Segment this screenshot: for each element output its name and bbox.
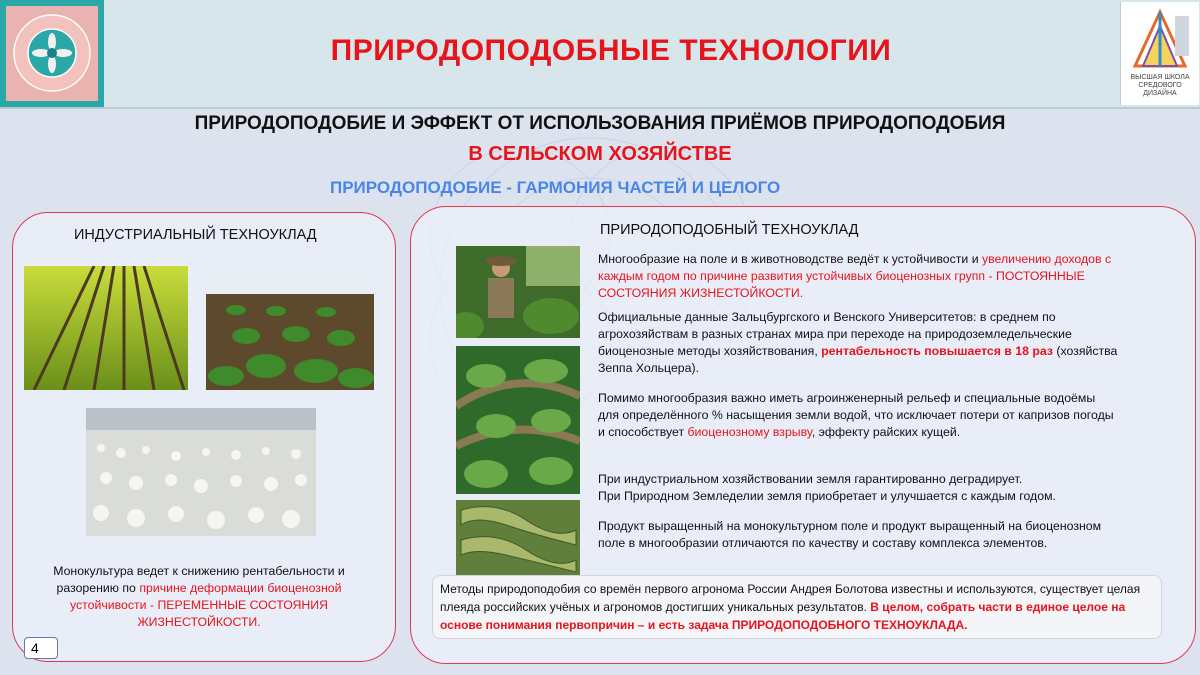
- monoculture-field-photo-1: [24, 266, 188, 390]
- paragraph-product-quality: Продукт выращенный на монокультурном поле и продукт выращенный на биоценозном поле в многообразии отличаются по качеству и составу комплекса элементов.: [598, 519, 1102, 550]
- school-logo-text: ВЫСШАЯ ШКОЛА СРЕДОВОГО ДИЗАЙНА: [1130, 74, 1190, 97]
- heading-line1: ПРИРОДОПОДОБИЕ И ЭФФЕКТ ОТ ИСПОЛЬЗОВАНИЯ ПРИЁМОВ ПРИРОДОПОДОБИЯ: [194, 113, 1006, 134]
- logo-right: [1120, 2, 1199, 105]
- nature-like-panel-title: ПРИРОДОПОДОБНЫЙ ТЕХНОУКЛАД: [600, 222, 859, 238]
- industrial-panel-title: ИНДУСТРИАЛЬНЫЙ ТЕХНОУКЛАД: [74, 227, 317, 243]
- degradation-line-2: При Природном Земледелии земля приобретает и улучшается с каждым годом.: [598, 489, 1056, 503]
- mandala-icon: [6, 6, 98, 101]
- paragraph-diversity-text: Многообразие на поле и в животноводстве ведёт к устойчивости и: [598, 252, 982, 266]
- poultry-farm-photo: [86, 408, 316, 536]
- industrial-caption: [24, 563, 374, 631]
- paragraph-degradation: [598, 471, 1138, 505]
- paragraph-official-data-tail: (хозяйства Зеппа Хольцера).: [598, 344, 1118, 375]
- industrial-caption-text: Монокультура ведет к снижению рентабельности и разорению по: [53, 564, 345, 595]
- paragraph-diversity-highlight: увеличению доходов с каждым годом по причине развития устойчивых биоценозных групп - ПОСТОЯННЫЕ СОСТОЯНИЯ ЖИЗНЕСТОЙКОСТИ.: [598, 252, 1112, 300]
- farmer-photo: [456, 246, 580, 338]
- logo-left: [0, 0, 104, 107]
- paragraph-diversity: [598, 251, 1118, 302]
- summary-text-main: Методы природоподобия со времён первого агронома России Андрея Болотова известны и используются, существует целая плеяда российских учёных и агрономов достигших уникальных результатов.: [440, 582, 1141, 614]
- school-logo-icon: [1125, 6, 1195, 72]
- paragraph-relief: [598, 390, 1118, 441]
- summary-text-highlight: В целом, собрать части в единое целое на основе понимания первопричин – и есть задача ПРИРОДОПОДОБНОГО ТЕХНОУКЛАДА.: [440, 600, 1126, 632]
- page-number: 4: [24, 637, 58, 659]
- header-bar: [0, 0, 1200, 109]
- summary-text: [440, 580, 1156, 634]
- paragraph-relief-text: Помимо многообразия важно иметь агроинженерный рельеф и специальные водоёмы для определённого % насыщения земли водой, что исключает потери от капризов погоды и способствует: [598, 391, 1114, 439]
- aerial-terraces-photo: [456, 500, 580, 576]
- diverse-garden-photo: [456, 346, 580, 494]
- biocenosis-highlight: биоценозному взрыву: [687, 425, 812, 439]
- profitability-highlight: рентабельность повышается в 18 раз: [821, 344, 1053, 358]
- paragraph-official-data: [598, 309, 1118, 377]
- industrial-caption-highlight: причине деформации биоценозной устойчивости - ПЕРЕМЕННЫЕ СОСТОЯНИЯ ЖИЗНЕСТОЙКОСТИ.: [70, 581, 342, 629]
- paragraph-official-data-text: Официальные данные Зальцбургского и Венского Университетов: в среднем по агрохозяйствам в разных странах мира при переходе на природоземледельческие биоценозные методы хозяйствования,: [598, 310, 1072, 358]
- heading-line3: ПРИРОДОПОДОБИЕ - ГАРМОНИЯ ЧАСТЕЙ И ЦЕЛОГО: [330, 178, 781, 197]
- paragraph-relief-tail: , эффекту райских кущей.: [811, 425, 961, 439]
- heading-line2: В СЕЛЬСКОМ ХОЗЯЙСТВЕ: [468, 143, 732, 165]
- degradation-line-1: При индустриальном хозяйствовании земля гарантированно деградирует.: [598, 472, 1023, 486]
- page-title: ПРИРОДОПОДОБНЫЕ ТЕХНОЛОГИИ: [330, 34, 892, 67]
- monoculture-field-photo-2: [206, 266, 374, 390]
